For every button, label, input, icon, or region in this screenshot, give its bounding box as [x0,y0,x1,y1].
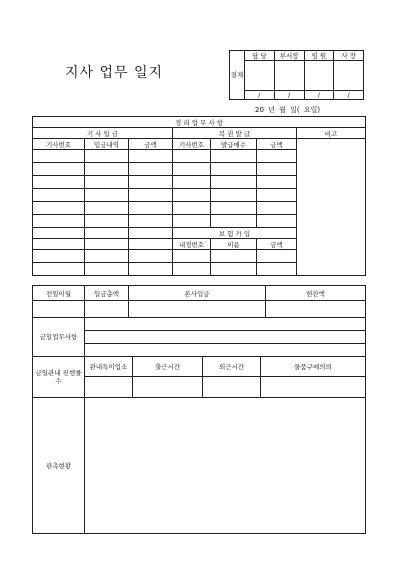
col-header: 입금총액 [85,286,129,301]
col-header: 내정번호 [173,239,211,250]
group-header-remarks: 비고 [297,128,366,139]
col-header: 본사입금 [129,286,266,301]
today-tasks-table [32,317,366,357]
approval-date-cell[interactable]: / [245,91,275,100]
approval-sign-cell[interactable] [304,61,334,91]
stats-label: 금일관내 진행률수 [33,357,85,398]
approval-side-label: 결재 [230,51,245,100]
approval-date-cell[interactable]: / [274,91,304,100]
stats-input[interactable] [203,377,261,398]
col-header: 물품구매의뢰 [261,357,366,377]
page-title: 지사 업무 일지 [65,65,164,81]
sales-label: 판촉현황 [33,398,85,534]
group-header-lottery: 복 권 발 급 [173,128,297,139]
stats-input[interactable] [85,377,133,398]
balance-table [32,285,366,318]
col-header: 기사번호 [33,139,85,150]
stats-input[interactable] [133,377,203,398]
sales-content[interactable] [85,398,366,534]
col-header: 금액 [257,239,297,250]
col-header: 이름 [211,239,257,250]
col-header: 퇴근시간 [203,357,261,377]
stats-input[interactable] [261,377,366,398]
approval-sign-cell[interactable] [245,61,275,91]
stats-table [32,356,366,398]
ledger-section-title: 경 리 업 무 사 항 [33,117,366,128]
col-header: 금액 [257,139,297,150]
date-line: 20 년 월 일( 요일) [255,106,321,114]
task-line[interactable] [85,331,366,344]
approval-header: 사 장 [334,51,364,61]
approval-box [229,50,364,100]
insurance-title: 보 험 가 입 [173,228,297,239]
col-header: 현잔액 [266,286,366,301]
task-line[interactable] [85,344,366,357]
balance-input[interactable] [129,301,266,318]
col-header: 출근시간 [133,357,203,377]
today-tasks-label: 금일업무사항 [33,318,85,357]
col-header: 관내특이업소 [85,357,133,377]
col-header: 입금내역 [85,139,129,150]
sales-table [32,397,366,534]
balance-input[interactable] [85,301,129,318]
approval-header: 부서장 [274,51,304,61]
approval-header: 임 원 [304,51,334,61]
approval-sign-cell[interactable] [334,61,364,91]
approval-date-cell[interactable]: / [304,91,334,100]
task-line[interactable] [85,318,366,331]
group-header-deposit: 기 사 입 금 [33,128,173,139]
approval-header: 담 당 [245,51,275,61]
approval-sign-cell[interactable] [274,61,304,91]
balance-input[interactable] [33,301,85,318]
balance-input[interactable] [266,301,366,318]
col-header: 금액 [129,139,173,150]
ledger-table [32,116,366,276]
approval-date-cell[interactable]: / [334,91,364,100]
col-header: 전일이월 [33,286,85,301]
remarks-cell[interactable] [297,139,366,276]
col-header: 발급매수 [211,139,257,150]
col-header: 기사번호 [173,139,211,150]
